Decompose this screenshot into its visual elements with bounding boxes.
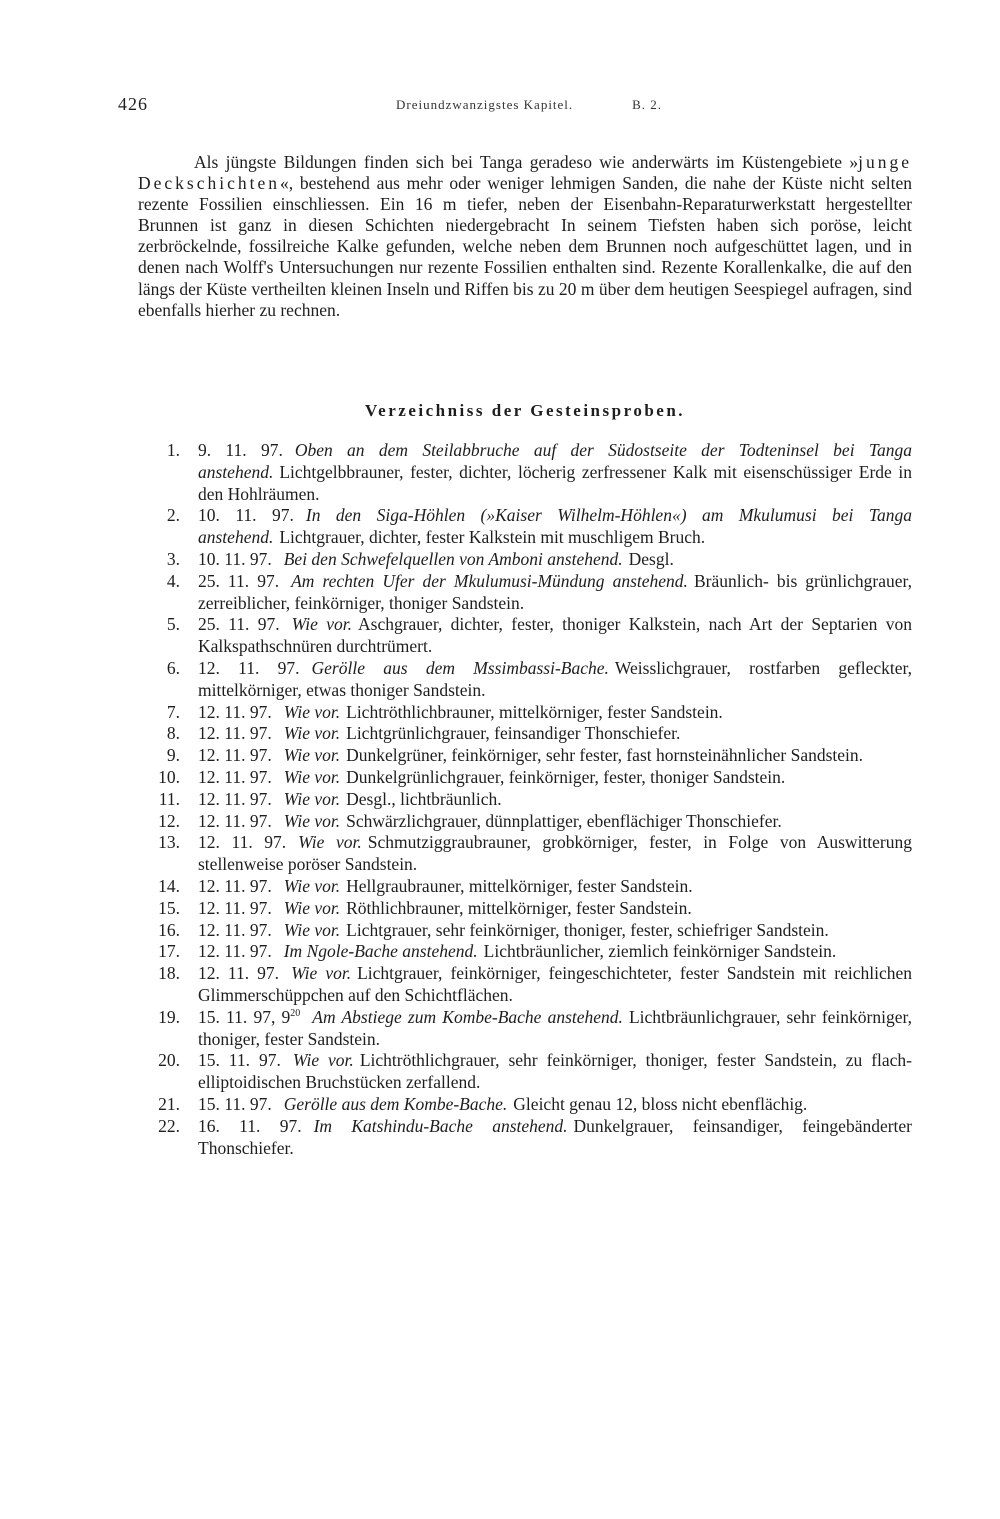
sample-date-text: 12. 11. 97. (198, 832, 287, 853)
sample-number: 6. (166, 657, 180, 678)
sample-date-text: 12. 11. 97. (198, 810, 272, 831)
sample-number: 8. (166, 723, 180, 744)
sample-entry (138, 941, 912, 963)
section-heading: Verzeichniss der Gesteinsproben. (364, 401, 686, 420)
sample-date (198, 963, 279, 983)
sample-date-text: 10. 11. 97. (198, 505, 294, 526)
sample-date (198, 1007, 300, 1027)
sample-number: 1. (166, 440, 180, 460)
sample-list (138, 440, 912, 1159)
sample-description: Lichtgrauer, sehr feinkörniger, thoniger, fester, schiefriger Sandstein. (346, 919, 829, 940)
sample-number: 18. (158, 963, 180, 984)
sample-entry (138, 811, 912, 833)
sample-entry (138, 702, 912, 724)
sample-number: 9. (166, 745, 180, 766)
sample-description: Lichtbräunlicher, ziemlich feinkörniger Sandstein. (483, 941, 837, 962)
sample-time-superscript: 20 (290, 1007, 301, 1019)
sample-description: Dunkelgrünlichgrauer, feinkörniger, fester, thoniger Sandstein. (346, 766, 786, 787)
sample-date (198, 505, 294, 525)
sample-entry (138, 963, 912, 1007)
sample-date-text: 12. 11. 97. (198, 875, 272, 896)
sample-entry (138, 571, 912, 615)
sample-date (198, 1116, 302, 1136)
sample-description: Schwärzlichgrauer, dünnplattiger, ebenflächiger Thonschiefer. (346, 810, 782, 831)
sample-entry (138, 1116, 912, 1160)
sample-description: Aschgrauer, dichter, fester, thoniger Kalkstein, nach Art der Septarien von Kalkspathschnüren durchtrümert. (198, 614, 912, 657)
sample-entry (138, 920, 912, 942)
sample-entry (138, 767, 912, 789)
sample-date (198, 571, 279, 591)
sample-entry (138, 745, 912, 767)
sample-number: 13. (158, 832, 180, 853)
sample-date (198, 745, 272, 765)
sample-date (198, 876, 272, 896)
sample-description: Lichtgrauer, feinkörniger, feingeschichteter, fester Sandstein mit reichlichen Glimmerschüppchen auf den Schichtflächen. (198, 963, 912, 1005)
sample-date-text: 10. 11. 97. (198, 548, 272, 569)
sample-location: Wie vor. (292, 1050, 354, 1071)
sample-date-text: 12. 11. 97. (198, 766, 272, 787)
sample-date (198, 767, 272, 787)
sample-location: Wie vor. (283, 701, 341, 722)
sample-date (198, 920, 272, 940)
sample-date-text: 12. 11. 97. (198, 788, 272, 809)
sample-date (198, 440, 283, 460)
sample-entry (138, 614, 912, 658)
sample-description: Desgl. (628, 548, 674, 569)
sample-entry (138, 1094, 912, 1116)
sample-number: 4. (166, 570, 180, 591)
sample-description: Desgl., lichtbräunlich. (346, 788, 502, 809)
sample-description: Dunkelgrauer, feinsandiger, feingebänderter Thonschiefer. (198, 1115, 913, 1158)
sample-date (198, 549, 272, 569)
running-title: Dreiundzwanzigstes Kapitel. (396, 97, 574, 112)
sample-number: 7. (166, 701, 180, 722)
sample-date-text: 15. 11. 97. (198, 1093, 272, 1114)
sample-location: Bei den Schwefelquellen von Amboni anstehend. (283, 548, 623, 569)
sample-description: Gleicht genau 12, bloss nicht ebenflächig. (513, 1093, 808, 1114)
sample-location: Wie vor. (283, 723, 341, 744)
sample-date (198, 658, 300, 678)
sample-location: Wie vor. (283, 745, 341, 766)
sample-number: 19. (158, 1006, 180, 1027)
sample-location: Wie vor. (283, 875, 341, 896)
sample-number: 16. (158, 919, 180, 940)
sample-description: Lichtbräunlichgrauer, sehr feinkörniger, thoniger, fester Sandstein. (198, 1006, 913, 1049)
sample-location: Wie vor. (291, 963, 352, 984)
sample-number: 3. (166, 548, 180, 569)
sample-date-text: 15. 11. 97. (198, 1050, 281, 1071)
sample-date-text: 16. 11. 97. (198, 1115, 302, 1136)
sample-date-text: 12. 11. 97. (198, 897, 272, 918)
sample-date-text: 25. 11. 97. (198, 570, 280, 591)
sample-date-text: 12. 11. 97. (198, 657, 300, 678)
sample-date (198, 789, 272, 809)
sample-date-text: 12. 11. 97. (198, 745, 272, 766)
sample-number: 15. (158, 897, 180, 918)
sample-location: Gerölle aus dem Mssimbassi-Bache. (311, 657, 609, 678)
sample-number: 22. (158, 1115, 180, 1136)
sample-description: Lichtröthlichgrauer, sehr feinkörniger, thoniger, fester Sandstein, zu flach-elliptoidischen Bruchstücken zerfallend. (198, 1050, 913, 1093)
sample-date-text: 9. 11. 97. (198, 440, 283, 460)
sample-date-text: 12. 11. 97. (198, 919, 272, 940)
sample-date-text: 12. 11. 97. (198, 701, 272, 722)
sample-location: Wie vor. (283, 810, 341, 831)
sample-entry (138, 505, 912, 549)
page-number: 426 (118, 94, 148, 114)
intro-text-part-1: Als jüngste Bildungen finden sich bei Tanga geradeso wie anderwärts im Küstengebiete » (194, 152, 859, 172)
sample-location: Wie vor. (298, 832, 362, 853)
sample-number: 10. (158, 766, 180, 787)
sample-description: Lichtröthlichbrauner, mittelkörniger, fester Sandstein. (346, 701, 723, 722)
sample-date-text: 12. 11. 97. (198, 723, 272, 744)
sample-date (198, 832, 286, 852)
sample-date (198, 811, 272, 831)
sample-date (198, 941, 272, 961)
sample-description: Lichtgrauer, dichter, fester Kalkstein mit muschligem Bruch. (279, 527, 706, 548)
sample-entry (138, 876, 912, 898)
sample-number: 14. (158, 875, 180, 896)
sample-description: Röthlichbrauner, mittelkörniger, fester Sandstein. (346, 897, 692, 918)
sample-date-text: 25. 11. 97. (198, 614, 280, 635)
sample-description: Weisslichgrauer, rostfarben gefleckter, mittelkörniger, etwas thoniger Sandstein. (198, 657, 912, 700)
sample-entry (138, 549, 912, 571)
sample-entry (138, 789, 912, 811)
sample-description: Lichtgrünlichgrauer, feinsandiger Thonschiefer. (346, 723, 681, 744)
sample-number: 11. (158, 788, 180, 809)
sample-location: Am Abstiege zum Kombe-Bache anstehend. (312, 1006, 623, 1027)
sample-number: 2. (166, 505, 180, 526)
sample-location: In den Siga-Höhlen (»Kaiser Wilhelm-Höhlen«) am Mkulumusi bei Tanga anstehend. (198, 505, 912, 548)
sample-location: Wie vor. (283, 897, 341, 918)
sample-entry (138, 658, 912, 702)
sample-date (198, 898, 272, 918)
sample-description: Dunkelgrüner, feinkörniger, sehr fester, fast hornsteinähnlicher Sandstein. (346, 745, 864, 766)
sample-entry (138, 898, 912, 920)
sample-date-text: 12. 11. 97. (198, 963, 280, 984)
sample-entry (138, 723, 912, 745)
sample-date (198, 702, 272, 722)
sample-description: Bräunlich- bis grünlichgrauer, zerreiblicher, feinkörniger, thoniger Sandstein. (198, 570, 912, 613)
sample-number: 20. (158, 1050, 180, 1071)
intro-paragraph (138, 152, 912, 321)
sample-description: Hellgraubrauner, mittelkörniger, fester Sandstein. (346, 875, 693, 896)
sample-entry (138, 832, 912, 876)
intro-text-part-2: «, bestehend aus mehr oder weniger lehmigen Sanden, die nahe der Küste nicht selten rezente Fossilien einschliessen. Ein 16 m tiefer, neben der Eisenbahn-Reparaturwerkstatt hergestellter Brunnen ist ganz in diesen Schichten niedergebracht In seinem Tiefsten haben sich poröse, leicht zerbröckelnde, fossilreiche Kalke gefunden, welche neben dem Brunnen noch aufgeschüttet lagen, und in denen nach Wolff's Untersuchungen nur rezente Fossilien enthalten sind. Rezente Korallenkalke, die auf den längs der Küste vertheilten kleinen Inseln und Riffen bis zu 20 m über dem heutigen Seespiegel aufragen, sind ebenfalls hierher zu rechnen. (138, 173, 912, 320)
sample-location: Im Katshindu-Bache anstehend. (313, 1115, 568, 1136)
page-header (118, 94, 662, 118)
sample-entry (138, 440, 912, 505)
sample-date (198, 723, 272, 743)
sample-number: 5. (166, 614, 180, 635)
sample-description: Lichtgelbbrauner, fester, dichter, löcherig zerfressener Kalk mit eisenschüssiger Erde in den Hohlräumen. (198, 461, 912, 504)
sample-date (198, 1094, 272, 1114)
sample-entry (138, 1050, 912, 1094)
sample-location: Wie vor. (283, 919, 341, 940)
sample-number: 12. (158, 810, 180, 831)
sample-description: Schmutziggraubrauner, grobkörniger, fester, in Folge von Auswitterung stellenweise poröser Sandstein. (198, 832, 912, 875)
sample-location: Im Ngole-Bache anstehend. (283, 941, 478, 962)
sample-date (198, 614, 280, 634)
sample-entry (138, 1007, 912, 1051)
sample-date-text: 12. 11. 97. (198, 941, 272, 962)
chapter-reference: B. 2. (632, 97, 662, 112)
sample-location: Wie vor. (283, 788, 341, 809)
sample-number: 17. (158, 941, 180, 962)
sample-location: Oben an dem Steilabbruche auf der Südostseite der Todteninsel bei Tanga anstehend. (198, 440, 912, 482)
sample-location: Wie vor. (291, 614, 352, 635)
sample-location: Gerölle aus dem Kombe-Bache. (283, 1093, 508, 1114)
spaced-term: junge Deckschichten (138, 152, 912, 194)
sample-date-text: 15. 11. 97, 9 (198, 1006, 291, 1027)
sample-location: Wie vor. (283, 766, 341, 787)
sample-number: 21. (158, 1093, 180, 1114)
sample-location: Am rechten Ufer der Mkulumusi-Mündung anstehend. (291, 570, 688, 591)
sample-date (198, 1050, 281, 1070)
